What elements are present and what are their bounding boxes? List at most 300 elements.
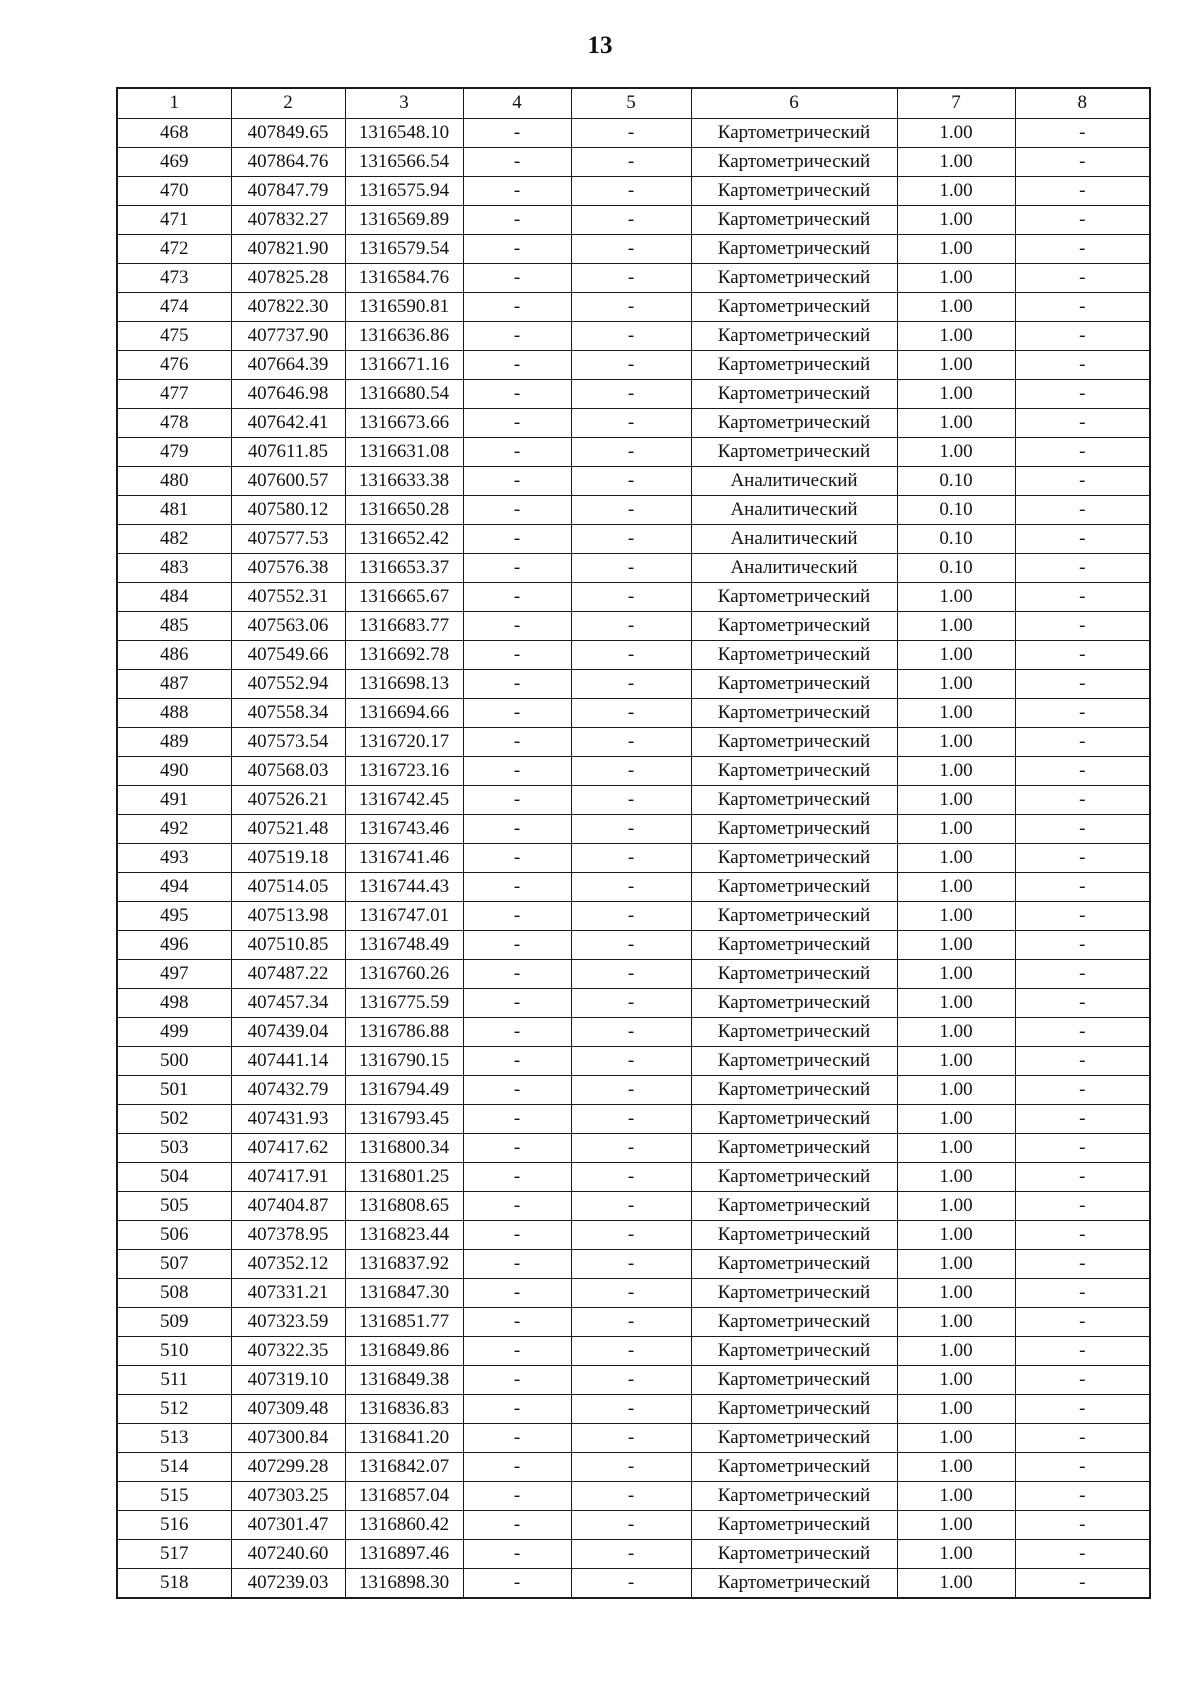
cell-column-4: - bbox=[463, 553, 571, 582]
table-header-cell: 5 bbox=[571, 88, 691, 118]
cell-accuracy: 1.00 bbox=[897, 1249, 1015, 1278]
cell-y-coordinate: 1316741.46 bbox=[345, 843, 463, 872]
cell-accuracy: 1.00 bbox=[897, 263, 1015, 292]
cell-method: Картометрический bbox=[691, 959, 897, 988]
cell-x-coordinate: 407849.65 bbox=[231, 118, 345, 147]
cell-accuracy: 1.00 bbox=[897, 1394, 1015, 1423]
cell-y-coordinate: 1316841.20 bbox=[345, 1423, 463, 1452]
cell-y-coordinate: 1316683.77 bbox=[345, 611, 463, 640]
cell-method: Картометрический bbox=[691, 1104, 897, 1133]
cell-y-coordinate: 1316847.30 bbox=[345, 1278, 463, 1307]
cell-column-8: - bbox=[1015, 901, 1150, 930]
table-header-cell: 2 bbox=[231, 88, 345, 118]
table-row bbox=[117, 437, 1150, 466]
cell-accuracy: 1.00 bbox=[897, 1162, 1015, 1191]
cell-y-coordinate: 1316575.94 bbox=[345, 176, 463, 205]
cell-accuracy: 1.00 bbox=[897, 988, 1015, 1017]
cell-column-8: - bbox=[1015, 1452, 1150, 1481]
cell-x-coordinate: 407552.94 bbox=[231, 669, 345, 698]
table-row bbox=[117, 379, 1150, 408]
cell-column-8: - bbox=[1015, 727, 1150, 756]
cell-point-number: 500 bbox=[117, 1046, 231, 1075]
cell-column-5: - bbox=[571, 263, 691, 292]
cell-column-4: - bbox=[463, 1510, 571, 1539]
cell-point-number: 491 bbox=[117, 785, 231, 814]
cell-y-coordinate: 1316650.28 bbox=[345, 495, 463, 524]
cell-column-5: - bbox=[571, 1568, 691, 1598]
table-row bbox=[117, 263, 1150, 292]
table-row bbox=[117, 1017, 1150, 1046]
cell-y-coordinate: 1316692.78 bbox=[345, 640, 463, 669]
cell-column-8: - bbox=[1015, 1336, 1150, 1365]
cell-column-4: - bbox=[463, 582, 571, 611]
cell-accuracy: 1.00 bbox=[897, 234, 1015, 263]
cell-y-coordinate: 1316898.30 bbox=[345, 1568, 463, 1598]
cell-column-5: - bbox=[571, 147, 691, 176]
cell-y-coordinate: 1316673.66 bbox=[345, 408, 463, 437]
table-row bbox=[117, 872, 1150, 901]
cell-accuracy: 1.00 bbox=[897, 118, 1015, 147]
cell-column-4: - bbox=[463, 1307, 571, 1336]
cell-method: Картометрический bbox=[691, 1481, 897, 1510]
cell-y-coordinate: 1316636.86 bbox=[345, 321, 463, 350]
cell-column-5: - bbox=[571, 611, 691, 640]
cell-accuracy: 1.00 bbox=[897, 1133, 1015, 1162]
cell-column-8: - bbox=[1015, 1104, 1150, 1133]
cell-column-4: - bbox=[463, 321, 571, 350]
cell-x-coordinate: 407514.05 bbox=[231, 872, 345, 901]
cell-x-coordinate: 407580.12 bbox=[231, 495, 345, 524]
cell-method: Картометрический bbox=[691, 756, 897, 785]
cell-x-coordinate: 407417.91 bbox=[231, 1162, 345, 1191]
table-row bbox=[117, 1133, 1150, 1162]
cell-column-8: - bbox=[1015, 205, 1150, 234]
cell-y-coordinate: 1316548.10 bbox=[345, 118, 463, 147]
cell-y-coordinate: 1316584.76 bbox=[345, 263, 463, 292]
cell-x-coordinate: 407331.21 bbox=[231, 1278, 345, 1307]
cell-x-coordinate: 407526.21 bbox=[231, 785, 345, 814]
cell-x-coordinate: 407549.66 bbox=[231, 640, 345, 669]
cell-y-coordinate: 1316569.89 bbox=[345, 205, 463, 234]
cell-x-coordinate: 407577.53 bbox=[231, 524, 345, 553]
cell-accuracy: 0.10 bbox=[897, 495, 1015, 524]
cell-column-4: - bbox=[463, 785, 571, 814]
cell-column-8: - bbox=[1015, 379, 1150, 408]
cell-column-5: - bbox=[571, 1510, 691, 1539]
table-row bbox=[117, 118, 1150, 147]
table-row bbox=[117, 524, 1150, 553]
cell-column-8: - bbox=[1015, 785, 1150, 814]
cell-column-5: - bbox=[571, 495, 691, 524]
cell-y-coordinate: 1316760.26 bbox=[345, 959, 463, 988]
cell-column-4: - bbox=[463, 1104, 571, 1133]
cell-x-coordinate: 407552.31 bbox=[231, 582, 345, 611]
cell-method: Картометрический bbox=[691, 1510, 897, 1539]
table-row bbox=[117, 669, 1150, 698]
cell-column-8: - bbox=[1015, 1162, 1150, 1191]
cell-column-8: - bbox=[1015, 814, 1150, 843]
cell-y-coordinate: 1316837.92 bbox=[345, 1249, 463, 1278]
cell-column-4: - bbox=[463, 843, 571, 872]
cell-column-8: - bbox=[1015, 1220, 1150, 1249]
cell-column-8: - bbox=[1015, 437, 1150, 466]
cell-column-8: - bbox=[1015, 321, 1150, 350]
cell-x-coordinate: 407301.47 bbox=[231, 1510, 345, 1539]
cell-column-5: - bbox=[571, 118, 691, 147]
cell-method: Картометрический bbox=[691, 1075, 897, 1104]
cell-point-number: 495 bbox=[117, 901, 231, 930]
cell-y-coordinate: 1316665.67 bbox=[345, 582, 463, 611]
cell-method: Картометрический bbox=[691, 147, 897, 176]
cell-point-number: 492 bbox=[117, 814, 231, 843]
cell-column-8: - bbox=[1015, 495, 1150, 524]
cell-column-4: - bbox=[463, 814, 571, 843]
cell-column-4: - bbox=[463, 379, 571, 408]
cell-column-5: - bbox=[571, 727, 691, 756]
cell-accuracy: 1.00 bbox=[897, 1539, 1015, 1568]
table-row bbox=[117, 727, 1150, 756]
cell-column-4: - bbox=[463, 1336, 571, 1365]
cell-method: Картометрический bbox=[691, 814, 897, 843]
cell-accuracy: 1.00 bbox=[897, 1046, 1015, 1075]
cell-y-coordinate: 1316801.25 bbox=[345, 1162, 463, 1191]
cell-column-5: - bbox=[571, 988, 691, 1017]
cell-column-8: - bbox=[1015, 1278, 1150, 1307]
cell-x-coordinate: 407323.59 bbox=[231, 1307, 345, 1336]
cell-point-number: 493 bbox=[117, 843, 231, 872]
cell-column-8: - bbox=[1015, 1017, 1150, 1046]
cell-column-5: - bbox=[571, 1394, 691, 1423]
cell-method: Картометрический bbox=[691, 408, 897, 437]
cell-column-4: - bbox=[463, 1539, 571, 1568]
cell-method: Картометрический bbox=[691, 205, 897, 234]
cell-column-4: - bbox=[463, 292, 571, 321]
cell-point-number: 472 bbox=[117, 234, 231, 263]
cell-accuracy: 1.00 bbox=[897, 408, 1015, 437]
cell-method: Картометрический bbox=[691, 901, 897, 930]
cell-accuracy: 1.00 bbox=[897, 930, 1015, 959]
cell-x-coordinate: 407558.34 bbox=[231, 698, 345, 727]
table-row bbox=[117, 1075, 1150, 1104]
cell-column-8: - bbox=[1015, 959, 1150, 988]
cell-x-coordinate: 407239.03 bbox=[231, 1568, 345, 1598]
cell-accuracy: 1.00 bbox=[897, 1481, 1015, 1510]
cell-accuracy: 1.00 bbox=[897, 379, 1015, 408]
cell-point-number: 496 bbox=[117, 930, 231, 959]
cell-point-number: 474 bbox=[117, 292, 231, 321]
cell-column-8: - bbox=[1015, 118, 1150, 147]
cell-point-number: 476 bbox=[117, 350, 231, 379]
cell-y-coordinate: 1316786.88 bbox=[345, 1017, 463, 1046]
table-row bbox=[117, 147, 1150, 176]
cell-accuracy: 1.00 bbox=[897, 1191, 1015, 1220]
cell-column-5: - bbox=[571, 524, 691, 553]
cell-method: Картометрический bbox=[691, 1278, 897, 1307]
cell-accuracy: 1.00 bbox=[897, 756, 1015, 785]
cell-y-coordinate: 1316793.45 bbox=[345, 1104, 463, 1133]
table-row bbox=[117, 553, 1150, 582]
cell-point-number: 507 bbox=[117, 1249, 231, 1278]
cell-point-number: 514 bbox=[117, 1452, 231, 1481]
cell-column-4: - bbox=[463, 1249, 571, 1278]
cell-point-number: 479 bbox=[117, 437, 231, 466]
cell-method: Картометрический bbox=[691, 727, 897, 756]
cell-column-5: - bbox=[571, 437, 691, 466]
cell-y-coordinate: 1316652.42 bbox=[345, 524, 463, 553]
cell-method: Картометрический bbox=[691, 379, 897, 408]
table-row bbox=[117, 814, 1150, 843]
cell-column-4: - bbox=[463, 524, 571, 553]
cell-method: Картометрический bbox=[691, 843, 897, 872]
cell-column-5: - bbox=[571, 1133, 691, 1162]
cell-y-coordinate: 1316851.77 bbox=[345, 1307, 463, 1336]
table-row bbox=[117, 843, 1150, 872]
cell-column-4: - bbox=[463, 698, 571, 727]
cell-method: Картометрический bbox=[691, 1423, 897, 1452]
cell-x-coordinate: 407240.60 bbox=[231, 1539, 345, 1568]
cell-point-number: 516 bbox=[117, 1510, 231, 1539]
cell-column-8: - bbox=[1015, 756, 1150, 785]
cell-accuracy: 1.00 bbox=[897, 205, 1015, 234]
table-row bbox=[117, 1481, 1150, 1510]
cell-accuracy: 1.00 bbox=[897, 1075, 1015, 1104]
cell-y-coordinate: 1316680.54 bbox=[345, 379, 463, 408]
table-row bbox=[117, 988, 1150, 1017]
cell-point-number: 473 bbox=[117, 263, 231, 292]
cell-accuracy: 1.00 bbox=[897, 1220, 1015, 1249]
cell-column-4: - bbox=[463, 1133, 571, 1162]
cell-method: Картометрический bbox=[691, 1365, 897, 1394]
cell-column-5: - bbox=[571, 872, 691, 901]
cell-column-5: - bbox=[571, 350, 691, 379]
cell-column-5: - bbox=[571, 1075, 691, 1104]
cell-column-5: - bbox=[571, 1191, 691, 1220]
cell-column-4: - bbox=[463, 176, 571, 205]
cell-y-coordinate: 1316743.46 bbox=[345, 814, 463, 843]
cell-column-8: - bbox=[1015, 1394, 1150, 1423]
cell-x-coordinate: 407519.18 bbox=[231, 843, 345, 872]
cell-column-4: - bbox=[463, 611, 571, 640]
cell-column-4: - bbox=[463, 1162, 571, 1191]
cell-column-4: - bbox=[463, 1481, 571, 1510]
cell-x-coordinate: 407439.04 bbox=[231, 1017, 345, 1046]
cell-point-number: 469 bbox=[117, 147, 231, 176]
cell-y-coordinate: 1316744.43 bbox=[345, 872, 463, 901]
cell-accuracy: 1.00 bbox=[897, 437, 1015, 466]
cell-accuracy: 1.00 bbox=[897, 669, 1015, 698]
cell-y-coordinate: 1316790.15 bbox=[345, 1046, 463, 1075]
cell-x-coordinate: 407568.03 bbox=[231, 756, 345, 785]
table-row bbox=[117, 1539, 1150, 1568]
table-row bbox=[117, 1394, 1150, 1423]
cell-column-8: - bbox=[1015, 1365, 1150, 1394]
cell-column-5: - bbox=[571, 1046, 691, 1075]
cell-accuracy: 1.00 bbox=[897, 176, 1015, 205]
cell-x-coordinate: 407319.10 bbox=[231, 1365, 345, 1394]
cell-y-coordinate: 1316590.81 bbox=[345, 292, 463, 321]
cell-method: Аналитический bbox=[691, 553, 897, 582]
table-row bbox=[117, 785, 1150, 814]
cell-x-coordinate: 407322.35 bbox=[231, 1336, 345, 1365]
cell-accuracy: 1.00 bbox=[897, 901, 1015, 930]
cell-point-number: 506 bbox=[117, 1220, 231, 1249]
page-number: 13 bbox=[587, 32, 613, 59]
cell-method: Картометрический bbox=[691, 321, 897, 350]
cell-x-coordinate: 407457.34 bbox=[231, 988, 345, 1017]
table-row bbox=[117, 292, 1150, 321]
cell-accuracy: 1.00 bbox=[897, 1365, 1015, 1394]
cell-point-number: 518 bbox=[117, 1568, 231, 1598]
cell-accuracy: 1.00 bbox=[897, 292, 1015, 321]
coordinates-table bbox=[116, 87, 1151, 1599]
cell-x-coordinate: 407646.98 bbox=[231, 379, 345, 408]
cell-y-coordinate: 1316823.44 bbox=[345, 1220, 463, 1249]
cell-column-8: - bbox=[1015, 466, 1150, 495]
cell-x-coordinate: 407825.28 bbox=[231, 263, 345, 292]
cell-method: Картометрический bbox=[691, 1046, 897, 1075]
cell-column-8: - bbox=[1015, 1133, 1150, 1162]
cell-method: Картометрический bbox=[691, 1249, 897, 1278]
cell-column-5: - bbox=[571, 321, 691, 350]
cell-point-number: 483 bbox=[117, 553, 231, 582]
table-row bbox=[117, 1452, 1150, 1481]
cell-column-4: - bbox=[463, 263, 571, 292]
cell-column-8: - bbox=[1015, 1075, 1150, 1104]
table-row bbox=[117, 1162, 1150, 1191]
table-row bbox=[117, 1278, 1150, 1307]
cell-method: Картометрический bbox=[691, 292, 897, 321]
table-row bbox=[117, 321, 1150, 350]
cell-x-coordinate: 407487.22 bbox=[231, 959, 345, 988]
cell-point-number: 515 bbox=[117, 1481, 231, 1510]
table-row bbox=[117, 611, 1150, 640]
cell-method: Картометрический bbox=[691, 988, 897, 1017]
cell-point-number: 487 bbox=[117, 669, 231, 698]
cell-method: Картометрический bbox=[691, 1162, 897, 1191]
cell-y-coordinate: 1316579.54 bbox=[345, 234, 463, 263]
cell-accuracy: 1.00 bbox=[897, 1510, 1015, 1539]
cell-point-number: 482 bbox=[117, 524, 231, 553]
cell-method: Аналитический bbox=[691, 524, 897, 553]
cell-x-coordinate: 407576.38 bbox=[231, 553, 345, 582]
cell-x-coordinate: 407821.90 bbox=[231, 234, 345, 263]
cell-point-number: 471 bbox=[117, 205, 231, 234]
cell-method: Картометрический bbox=[691, 1307, 897, 1336]
cell-column-4: - bbox=[463, 147, 571, 176]
cell-column-5: - bbox=[571, 408, 691, 437]
cell-point-number: 490 bbox=[117, 756, 231, 785]
cell-column-4: - bbox=[463, 959, 571, 988]
cell-y-coordinate: 1316720.17 bbox=[345, 727, 463, 756]
cell-point-number: 508 bbox=[117, 1278, 231, 1307]
cell-y-coordinate: 1316633.38 bbox=[345, 466, 463, 495]
table-row bbox=[117, 466, 1150, 495]
cell-y-coordinate: 1316800.34 bbox=[345, 1133, 463, 1162]
cell-column-8: - bbox=[1015, 176, 1150, 205]
cell-column-8: - bbox=[1015, 234, 1150, 263]
cell-column-4: - bbox=[463, 640, 571, 669]
cell-point-number: 511 bbox=[117, 1365, 231, 1394]
cell-point-number: 486 bbox=[117, 640, 231, 669]
cell-column-5: - bbox=[571, 234, 691, 263]
cell-point-number: 489 bbox=[117, 727, 231, 756]
cell-point-number: 499 bbox=[117, 1017, 231, 1046]
cell-column-5: - bbox=[571, 930, 691, 959]
table-row bbox=[117, 176, 1150, 205]
cell-column-8: - bbox=[1015, 1423, 1150, 1452]
cell-accuracy: 1.00 bbox=[897, 1307, 1015, 1336]
cell-point-number: 477 bbox=[117, 379, 231, 408]
cell-column-8: - bbox=[1015, 553, 1150, 582]
cell-accuracy: 0.10 bbox=[897, 553, 1015, 582]
cell-method: Картометрический bbox=[691, 1191, 897, 1220]
table-row bbox=[117, 1423, 1150, 1452]
cell-accuracy: 1.00 bbox=[897, 872, 1015, 901]
cell-method: Картометрический bbox=[691, 611, 897, 640]
table-row bbox=[117, 1220, 1150, 1249]
cell-accuracy: 1.00 bbox=[897, 843, 1015, 872]
cell-accuracy: 1.00 bbox=[897, 1017, 1015, 1046]
cell-y-coordinate: 1316860.42 bbox=[345, 1510, 463, 1539]
cell-column-5: - bbox=[571, 785, 691, 814]
cell-column-4: - bbox=[463, 1046, 571, 1075]
cell-column-5: - bbox=[571, 669, 691, 698]
cell-column-8: - bbox=[1015, 1510, 1150, 1539]
cell-column-5: - bbox=[571, 1278, 691, 1307]
table-row bbox=[117, 1046, 1150, 1075]
cell-column-5: - bbox=[571, 1481, 691, 1510]
cell-column-8: - bbox=[1015, 930, 1150, 959]
cell-x-coordinate: 407432.79 bbox=[231, 1075, 345, 1104]
cell-point-number: 509 bbox=[117, 1307, 231, 1336]
cell-method: Картометрический bbox=[691, 1133, 897, 1162]
cell-point-number: 505 bbox=[117, 1191, 231, 1220]
cell-point-number: 501 bbox=[117, 1075, 231, 1104]
cell-y-coordinate: 1316698.13 bbox=[345, 669, 463, 698]
cell-method: Картометрический bbox=[691, 1539, 897, 1568]
cell-accuracy: 1.00 bbox=[897, 698, 1015, 727]
cell-point-number: 517 bbox=[117, 1539, 231, 1568]
cell-accuracy: 1.00 bbox=[897, 785, 1015, 814]
cell-column-8: - bbox=[1015, 1481, 1150, 1510]
cell-x-coordinate: 407417.62 bbox=[231, 1133, 345, 1162]
table-header-cell: 4 bbox=[463, 88, 571, 118]
cell-point-number: 513 bbox=[117, 1423, 231, 1452]
cell-method: Картометрический bbox=[691, 1568, 897, 1598]
cell-method: Аналитический bbox=[691, 466, 897, 495]
cell-accuracy: 1.00 bbox=[897, 611, 1015, 640]
cell-y-coordinate: 1316849.38 bbox=[345, 1365, 463, 1394]
cell-column-5: - bbox=[571, 582, 691, 611]
cell-column-5: - bbox=[571, 901, 691, 930]
cell-method: Аналитический bbox=[691, 495, 897, 524]
cell-x-coordinate: 407642.41 bbox=[231, 408, 345, 437]
cell-column-5: - bbox=[571, 1249, 691, 1278]
cell-y-coordinate: 1316694.66 bbox=[345, 698, 463, 727]
cell-x-coordinate: 407822.30 bbox=[231, 292, 345, 321]
table-row bbox=[117, 1510, 1150, 1539]
cell-column-5: - bbox=[571, 1365, 691, 1394]
cell-y-coordinate: 1316631.08 bbox=[345, 437, 463, 466]
cell-point-number: 503 bbox=[117, 1133, 231, 1162]
table-row bbox=[117, 350, 1150, 379]
cell-column-5: - bbox=[571, 640, 691, 669]
cell-method: Картометрический bbox=[691, 1220, 897, 1249]
table-header-cell: 6 bbox=[691, 88, 897, 118]
cell-accuracy: 1.00 bbox=[897, 1278, 1015, 1307]
cell-accuracy: 1.00 bbox=[897, 582, 1015, 611]
cell-column-5: - bbox=[571, 1307, 691, 1336]
